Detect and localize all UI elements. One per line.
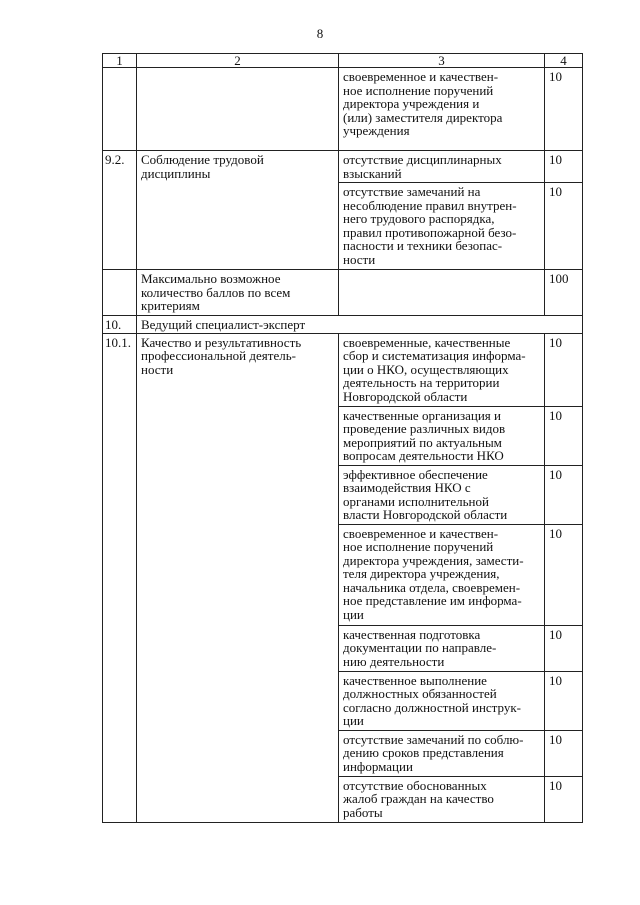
score-value: 10 xyxy=(545,406,583,465)
score-value: 10 xyxy=(545,524,583,625)
score-value: 10 xyxy=(545,625,583,671)
score-value: 10 xyxy=(545,333,583,406)
header-col-2: 2 xyxy=(137,54,339,68)
position-number: 10. xyxy=(103,316,137,334)
score-value: 10 xyxy=(545,671,583,730)
indicator-text: качественные организация и проведение различных видов мероприятий по актуальным вопросам деятельности НКО xyxy=(339,406,545,465)
indicator-text: качественное выполнение должностных обязанностей согласно должностной инструк- ции xyxy=(339,671,545,730)
row-number xyxy=(103,270,137,316)
criterion-name: Соблюдение трудовой дисциплины xyxy=(137,151,339,270)
row-number xyxy=(103,68,137,151)
indicator-text: отсутствие замечаний на несоблюдение правил внутрен- него трудового распорядка, правил противопожарной безо- пасности и техники безопас- ности xyxy=(339,183,545,270)
total-score: 100 xyxy=(545,270,583,316)
row-number: 10.1. xyxy=(103,333,137,822)
score-value: 10 xyxy=(545,151,583,183)
score-value: 10 xyxy=(545,730,583,776)
header-col-4: 4 xyxy=(545,54,583,68)
score-value: 10 xyxy=(545,465,583,524)
position-title: Ведущий специалист-эксперт xyxy=(137,316,583,334)
indicator-text: качественная подготовка документации по направле- нию деятельности xyxy=(339,625,545,671)
indicator-text: отсутствие обоснованных жалоб граждан на качество работы xyxy=(339,776,545,822)
indicator-text: своевременные, качественные сбор и систематизация информа- ции о НКО, осуществляющих деятельность на территории Новгородской области xyxy=(339,333,545,406)
table-row xyxy=(103,151,583,183)
total-label: Максимально возможное количество баллов по всем критериям xyxy=(137,270,339,316)
total-row xyxy=(103,270,583,316)
indicator-text: отсутствие замечаний по соблю- дению сроков представления информации xyxy=(339,730,545,776)
indicator-text: отсутствие дисциплинарных взысканий xyxy=(339,151,545,183)
indicator-text: своевременное и качествен- ное исполнение поручений директора учреждения, замести- теля директора учреждения, начальника отдела, своевремен- ное представление им информа- ции xyxy=(339,524,545,625)
criteria-table xyxy=(102,53,583,823)
table-row xyxy=(103,333,583,406)
header-row xyxy=(103,54,583,68)
header-col-1: 1 xyxy=(103,54,137,68)
score-value: 10 xyxy=(545,68,583,151)
table-row xyxy=(103,68,583,151)
indicator-text: эффективное обеспечение взаимодействия НКО с органами исполнительной власти Новгородской области xyxy=(339,465,545,524)
score-value: 10 xyxy=(545,183,583,270)
row-number: 9.2. xyxy=(103,151,137,270)
score-value: 10 xyxy=(545,776,583,822)
criterion-name xyxy=(137,68,339,151)
indicator-text: своевременное и качествен- ное исполнение поручений директора учреждения и (или) заместителя директора учреждения xyxy=(339,68,545,151)
position-row xyxy=(103,316,583,334)
criterion-name: Качество и результативность профессиональной деятель- ности xyxy=(137,333,339,822)
page-number: 8 xyxy=(316,26,324,41)
indicator-text xyxy=(339,270,545,316)
header-col-3: 3 xyxy=(339,54,545,68)
